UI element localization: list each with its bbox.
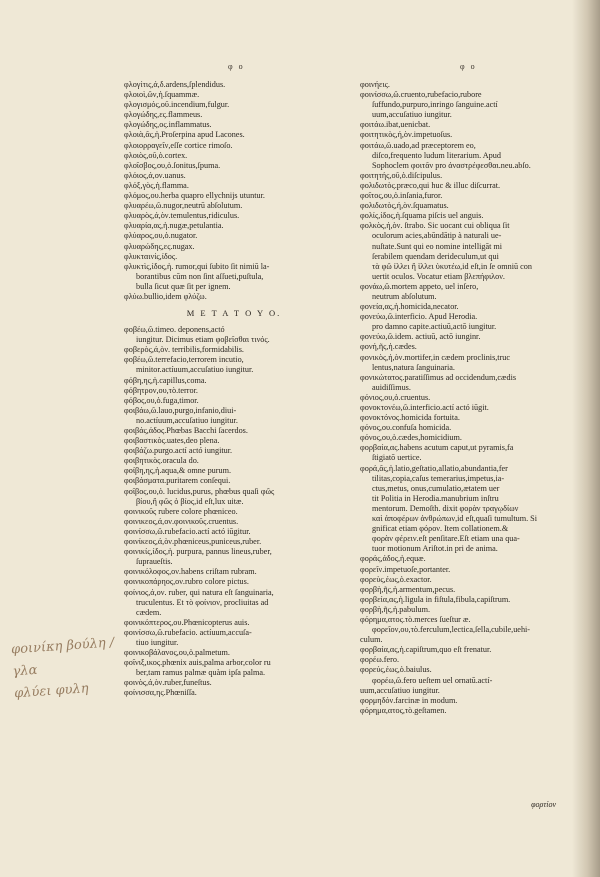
dictionary-entry-line: bulla ſicut quæ ſit per ignem. <box>136 281 231 291</box>
dictionary-entry-line: φορεὺς,έως,ὁ.exactor. <box>360 574 432 584</box>
dictionary-entry-line: φοβερὸς,ά,ὸν. terribilis,formidabilis. <box>124 345 244 355</box>
dictionary-entry-line: iungitur. Dicimus etiam φοβεῖσθαι τινός. <box>136 335 270 345</box>
dictionary-entry-line: φοινικίς,ίδος,ἡ. purpura, pannus lineus,ruber, <box>124 547 272 557</box>
dictionary-entry-line: φοῖτος,ου,ὁ.inſania,furor. <box>360 191 443 201</box>
dictionary-entry-line: φορβαία,ας,ἡ.capiſtrum,quo eſt frenatur. <box>360 645 492 655</box>
dictionary-entry-line: βίου,ἢ φῶς ὁ βίος,id eſt,lux uitæ. <box>136 496 244 506</box>
left-column <box>124 80 344 699</box>
margin-note-line: φλύει φυλη <box>13 681 90 702</box>
dictionary-entry-line: φονικὸς,ή,ὸν.mortifer,in cædem proclinis,truc <box>360 352 511 362</box>
dictionary-entry-line: φονεύω,ῶ.idem. actiuū, actō iunginr. <box>360 332 481 342</box>
dictionary-entry-line: truculentus. Et τὸ φοίνιον, procliuitas ad <box>136 597 269 607</box>
dictionary-entry-line: φλοιὸς,οῦ,ὁ.cortex. <box>124 150 188 160</box>
dictionary-entry-line: φλυκτὶς,ίδος,ἡ. rumor,qui ſubito ſit nimiū la- <box>124 261 270 271</box>
dictionary-entry-line: φλυκταινίς,ίδος. <box>124 251 178 261</box>
dictionary-entry-line: φοινικοπάρηος,ον.rubro colore pictus. <box>124 577 249 587</box>
margin-note-line: φοινίκη βούλη / γλα <box>10 635 115 680</box>
dictionary-entry-line: φοιβητικὸς.oracula do. <box>124 456 199 466</box>
dictionary-entry-line: φλογισμός,οῦ.incendium,fulgur. <box>124 100 230 110</box>
dictionary-entry-line: mentorum. Demoſth. dixit φορὰν τραγῳδίων <box>372 503 519 513</box>
dictionary-entry-line: φορεῖον,ου,τὸ.ferculum,lectica,ſella,cubile,uehi- <box>372 625 531 635</box>
dictionary-entry-line: φλογώδης,ος.inflammatus. <box>124 120 212 130</box>
dictionary-entry-line: φόρημα,ατος.τὸ.merces ſueſtur æ. <box>360 614 471 624</box>
dictionary-entry-line: φοινικόπτερος,ου.Phœnicopterus auis. <box>124 617 250 627</box>
dictionary-entry-line: φλοιοὶ,ῶν,ἡ.ſquammæ. <box>124 90 200 100</box>
dictionary-entry-line: καὶ ἀποφέρων ἀνθρώπων,id eſt,quaſi tumultum. Si <box>372 514 537 524</box>
dictionary-entry-line: φόρημα,ατος,τὸ.geſtamen. <box>360 705 447 715</box>
dictionary-entry-line: φολιδωτὸς.præco,qui huc & illuc diſcurrat. <box>360 180 501 190</box>
dictionary-entry-line: φολκὸς,ή,ὸν. ſtrabo. Sic uocant cui obliqua ſit <box>360 221 510 231</box>
dictionary-entry-line: φλόμος,ου.herba quapro ellychnijs utuntur. <box>124 191 265 201</box>
dictionary-entry-line: φονικώτατος.paratiſſimus ad occidendum,cædis <box>360 372 517 382</box>
dictionary-entry-line: φοίνιος,ά,ον. ruber, qui natura eſt ſanguinaria, <box>124 587 274 597</box>
dictionary-entry-line: φόνος,ου,ὁ.cædes,homicidium. <box>360 433 462 443</box>
dictionary-entry-line: nuſtate.Sunt qui eo nomine intelligāt mi <box>372 241 503 251</box>
dictionary-entry-line: culum. <box>360 635 383 645</box>
dictionary-entry-line: φλογίτις,ά,δ.ardens,ſplendidus. <box>124 80 226 89</box>
dictionary-entry-line: φλυαρία,ας,ἡ.nugæ,petulantia. <box>124 221 224 231</box>
dictionary-entry-line: φλοῖσβος,ου,ὁ.ſonitus,ſpuma. <box>124 160 221 170</box>
dictionary-entry-line: φλύαρος,ου,ὁ.nugator. <box>124 231 198 241</box>
dictionary-entry-line: φόβος,ου,ὁ.fuga,timor. <box>124 395 199 405</box>
dictionary-entry-line: φοιτητικὸς,ή,ὸν.impetuoſus. <box>360 130 453 140</box>
dictionary-entry-line: cædem. <box>136 607 162 617</box>
dictionary-entry-line: φοράς,άδος,ἡ.equæ. <box>360 554 426 564</box>
dictionary-entry-line: φοῖβος,ου,ὁ. lucidus,purus, phœbus quaſi φῶς <box>124 486 275 496</box>
dictionary-entry-line: φοβέω,ῶ.terrefacio,terrorem incutio, <box>124 355 244 365</box>
dictionary-entry-line: φορμηδόν.farcinæ in modum. <box>360 695 458 705</box>
dictionary-entry-line: φλοιὰ,ᾶς,ἡ.Proſerpina apud Lacones. <box>124 130 245 140</box>
dictionary-entry-line: φοιβάζω.purgo.actí actó iungitur. <box>124 446 233 456</box>
dictionary-entry-line: oculorum acies,abūndātip à naturali ue- <box>372 231 502 241</box>
dictionary-entry-line: φονή,ῆς,ἡ.cædes. <box>360 342 417 352</box>
dictionary-entry-line: tilitas,copia,caſus temerarius,impetus,ia- <box>372 473 505 483</box>
dictionary-entry-line: φλόξ,γὸς,ἡ.flamma. <box>124 180 189 190</box>
dictionary-entry-line: tuor motionum Ariſtot.in pri de anima. <box>372 544 498 554</box>
dictionary-entry-line: φοιτητής,οῦ,ὁ.diſcipulus. <box>360 170 443 180</box>
dictionary-entry-line: φοιβαστικὸς.uates,deo plena. <box>124 436 220 446</box>
dictionary-entry-line: φοιβάς,άδος.Phœbas Bacchi ſacerdos. <box>124 426 248 435</box>
dictionary-entry-line: φοινίσσω,ῶ.cruento,rubefacio,rubore <box>360 90 482 100</box>
handwritten-margin-note <box>10 631 141 702</box>
dictionary-entry-line: φοιτάω.ibat,uenicbat. <box>360 120 431 130</box>
dictionary-entry-line: φλόιος,ά,ον.uanus. <box>124 170 186 180</box>
right-header-mark: φ o <box>460 62 477 71</box>
dictionary-entry-line: φορὰν φέρειν.eſt penſitare.Eſt etiam una qua- <box>372 534 520 544</box>
dictionary-entry-line: φολίς,ίδος,ἡ.ſquama piſcis uel anguis. <box>360 211 484 221</box>
dictionary-entry-line: gnificat etiam φόρον. Item collationem.& <box>372 524 509 534</box>
dictionary-entry-line: φορέω,ῶ.fero ueſtem uel ornatū.actí- <box>372 675 493 685</box>
dictionary-entry-line: φοῖνιξ,ικος.phœnix auis,palma arbor,color ru <box>124 658 271 668</box>
dictionary-entry-line: φονάω,ῶ.mortem appeto, uel inſero, <box>360 281 479 291</box>
dictionary-entry-line: auidiſſimus. <box>372 382 411 392</box>
dictionary-entry-line: ſupraueſtis. <box>136 557 173 567</box>
catchword: φορτίον <box>531 800 556 809</box>
dictionary-entry-line: neutrum abſolutum. <box>372 291 437 301</box>
dictionary-entry-line: φορβὴ,ῆς,ἡ.pabulum. <box>360 604 430 614</box>
dictionary-entry-line: ctus,metus, onus,cumulatio,ætatem uer <box>372 483 500 493</box>
dictionary-entry-line: φορεύς,έως,ὁ.baiulus. <box>360 665 432 675</box>
left-header-mark: φ o <box>228 62 245 71</box>
dictionary-entry-line: φονεία,ας,ἡ.homicida,necator. <box>360 302 459 312</box>
dictionary-entry-line: uum,accuſatiuo iungitur. <box>372 110 452 120</box>
dictionary-entry-line: borantibus cūm non ſint aſſueti,puſtula, <box>136 271 264 281</box>
dictionary-entry-line: φλυαρώδης,ες.nugax. <box>124 241 195 251</box>
dictionary-entry-line: lentus,natura ſanguinaria. <box>372 362 455 372</box>
dictionary-entry-line: φολιδωτὸς,ή,ὸν.ſquamatus. <box>360 201 449 211</box>
dictionary-entry-line: φοινικόλοφος,ον.habens criſtam rubram. <box>124 567 257 577</box>
dictionary-entry-line: φορέω.fero. <box>360 655 400 665</box>
dictionary-entry-line: φόβη,ης,ἡ.capillus,coma. <box>124 375 207 385</box>
dictionary-entry-line: τὰ φῶ ἰλλει ἢ ἱλλει ὑκυτέω,id eſt,in ſe omniū con <box>372 261 532 271</box>
dictionary-entry-line: φλύω.bullio,idem φλύζω. <box>124 291 207 301</box>
dictionary-entry-line: no.actíuum,accuſatiuo iungitur. <box>136 415 238 425</box>
dictionary-entry-line: φοινίκεος,ά,ὸν.phœniceus,puniceus,ruber. <box>124 537 262 547</box>
dictionary-entry-line: φοινήεις. <box>360 80 390 89</box>
dictionary-entry-line: φλοιορραγεῖν,eſſe cortice rimoſo. <box>124 140 233 150</box>
dictionary-entry-line: φορβεία,ας,ἡ.ligula in fiſtula,fibula,capiſtrum. <box>360 594 511 604</box>
dictionary-entry-line: φλυαρέω,ῶ.nugor,neutrū abſolutum. <box>124 201 243 211</box>
dictionary-entry-line: φοίβη,ης,ἡ.aqua,& omne purum. <box>124 466 231 476</box>
dictionary-entry-line: φλυαρὸς,ά,ὸν.temulentus,ridiculus. <box>124 211 240 221</box>
section-heading: Μ Ε Τ Α Τ Ο Υ Ο. <box>186 308 282 319</box>
dictionary-entry-line: pro damno capite.actiuū,actō iungitur. <box>372 322 497 332</box>
dictionary-entry-line: φοινὸς,ά,ὸν.ruber,funeſtus. <box>124 678 212 688</box>
dictionary-entry-line: φοιβάσματα.puritarem conſequi. <box>124 476 231 486</box>
dictionary-entry-line: φοινίσσω,ῶ.rubefacio.actí actó iūgitur. <box>124 526 251 536</box>
dictionary-entry-line: Sophoclem φοιτᾶν pro ἀναστρέφεσθαι.neu.abſo. <box>372 160 531 170</box>
dictionary-entry-line: ſuffundo,purpuro,inringo ſanguine.actí <box>372 100 498 110</box>
dictionary-entry-line: tit Politia in Herodia.manubrium inſtru <box>372 493 499 503</box>
dictionary-entry-line: φορβὴ,ῆς,ἡ.armentum,pecus. <box>360 584 456 594</box>
dictionary-entry-line: φόνιος,ου,ὁ.cruentus. <box>360 392 431 402</box>
dictionary-entry-line: minitor.actíuum,accuſatiuo iungitur. <box>136 365 254 375</box>
dictionary-entry-line: φοβέω,ῶ.timeo. deponens,actó <box>124 325 225 335</box>
dictionary-entry-line: diſco,frequento ludum literarium. Apud <box>372 150 501 160</box>
dictionary-entry-line: φόβητρον,ου,τὸ.terror. <box>124 385 198 395</box>
dictionary-entry-line: ber,tam ramus palmæ quàm ipſa palma. <box>136 668 266 678</box>
dictionary-entry-line: φορβαία,ας.habens acutum caput,ut pyramis,fa <box>360 443 514 453</box>
dictionary-entry-line: uum,accuſatiuo iungitur. <box>360 685 440 695</box>
dictionary-entry-line: uertit oculos. Vocatur etiam βλεπήφιλον. <box>372 271 505 281</box>
dictionary-entry-line: φορά,ᾶς,ἡ.latio,geſtatio,allatio,abundantia,fer <box>360 463 508 473</box>
dictionary-entry-line: φονεύω,ῶ.interficio. Apud Herodia. <box>360 312 478 322</box>
dictionary-entry-line: ſerabilem quendam derideculum,ut qui <box>372 251 499 261</box>
dictionary-entry-line: ſtigiatō uertice. <box>372 453 422 463</box>
dictionary-entry-line: φοινικοβάλανος,ου,ὁ.palmetum. <box>124 648 230 658</box>
dictionary-entry-line: φοινίσσω,ῶ.rubefacio. actíuum,accuſa- <box>124 627 252 637</box>
dictionary-entry-line: tiuo iungitur. <box>136 637 179 647</box>
dictionary-entry-line: φοιτάω,ῶ.uado,ad præceptorem eo, <box>360 140 476 150</box>
dictionary-entry-line: φοίνισσα,ης.Phœniſſa. <box>124 688 197 698</box>
dictionary-entry-line: φορεῖν.impetuoſe,portanter. <box>360 564 451 574</box>
dictionary-entry-line: φοιβάω,ῶ.lauo,purgo,infanio,diui- <box>124 405 237 415</box>
dictionary-entry-line: φοινικεος,ά,ον.φοινικοῦς.cruentus. <box>124 516 239 526</box>
dictionary-entry-line: φοινικοῦς rubere colore phœniceo. <box>124 506 238 516</box>
dictionary-entry-line: φονοκτόνος.homicida fortuita. <box>360 413 460 423</box>
dictionary-entry-line: φλογώδης,ες.flammeus. <box>124 110 203 120</box>
dictionary-entry-line: φονοκτονέω,ῶ.interficio.actí actó iūgit. <box>360 403 489 412</box>
page-binding-shadow <box>572 0 600 877</box>
right-column <box>360 80 570 716</box>
dictionary-entry-line: φόνος,ου.confuſa homicida. <box>360 423 452 433</box>
